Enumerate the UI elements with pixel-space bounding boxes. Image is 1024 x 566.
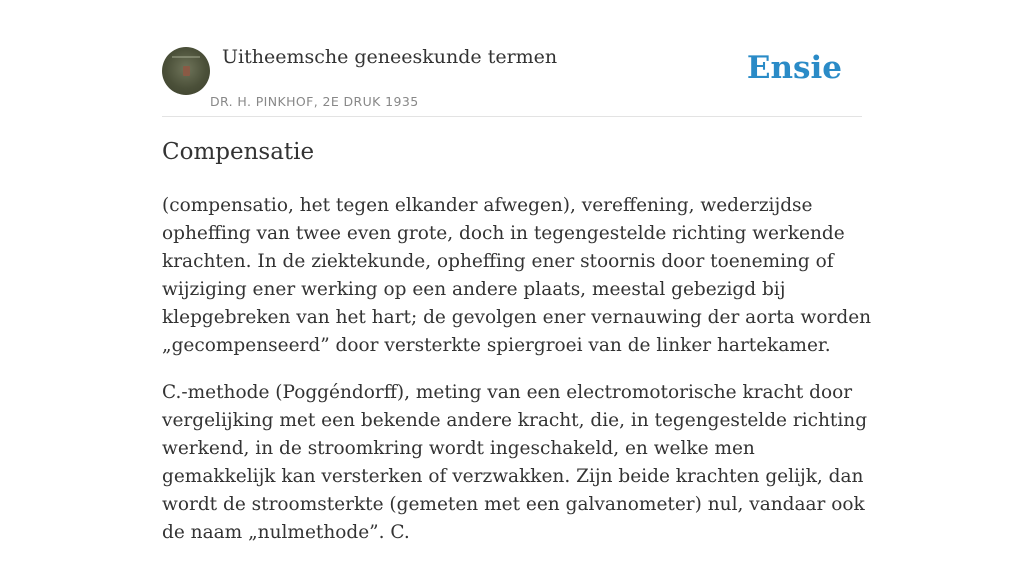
book-cover-avatar[interactable] [162, 47, 210, 95]
cover-emblem-icon [183, 66, 190, 76]
header [162, 44, 862, 117]
book-author: DR. H. PINKHOF, 2E DRUK 1935 [210, 94, 419, 109]
entry-content [162, 192, 872, 566]
cover-band-decoration [172, 56, 200, 58]
entry-paragraph: (compensatio, het tegen elkander afwegen), vereffening, wederzijdse opheffing van twee even grote, doch in tegengestelde richting werkende krachten. In de ziektekunde, opheffing ener stoornis door toeneming of wijziging ener werking op een andere plaats, meestal gebezigd bij klepgebreken van het hart; de gevolgen ener vernauwing der aorta worden „gecompenseerd” door versterkte spiergroei van de linker hartekamer. [162, 195, 872, 356]
entry-title: Compensatie [162, 139, 315, 165]
book-title[interactable]: Uitheemsche geneeskunde termen [222, 46, 558, 68]
ensie-logo[interactable]: Ensie [746, 50, 842, 86]
entry-paragraph: C.-methode (Poggéndorff), meting van een electromotorische kracht door vergelijking met een bekende andere kracht, die, in tegengestelde richting werkend, in de stroomkring wordt ingeschakeld, en welke men gemakkelijk kan versterken of verzwakken. Zijn beide krachten gelijk, dan wordt de stroomsterkte (gemeten met een galvanometer) nul, vandaar ook de naam „nulmethode”. C. [162, 382, 868, 543]
